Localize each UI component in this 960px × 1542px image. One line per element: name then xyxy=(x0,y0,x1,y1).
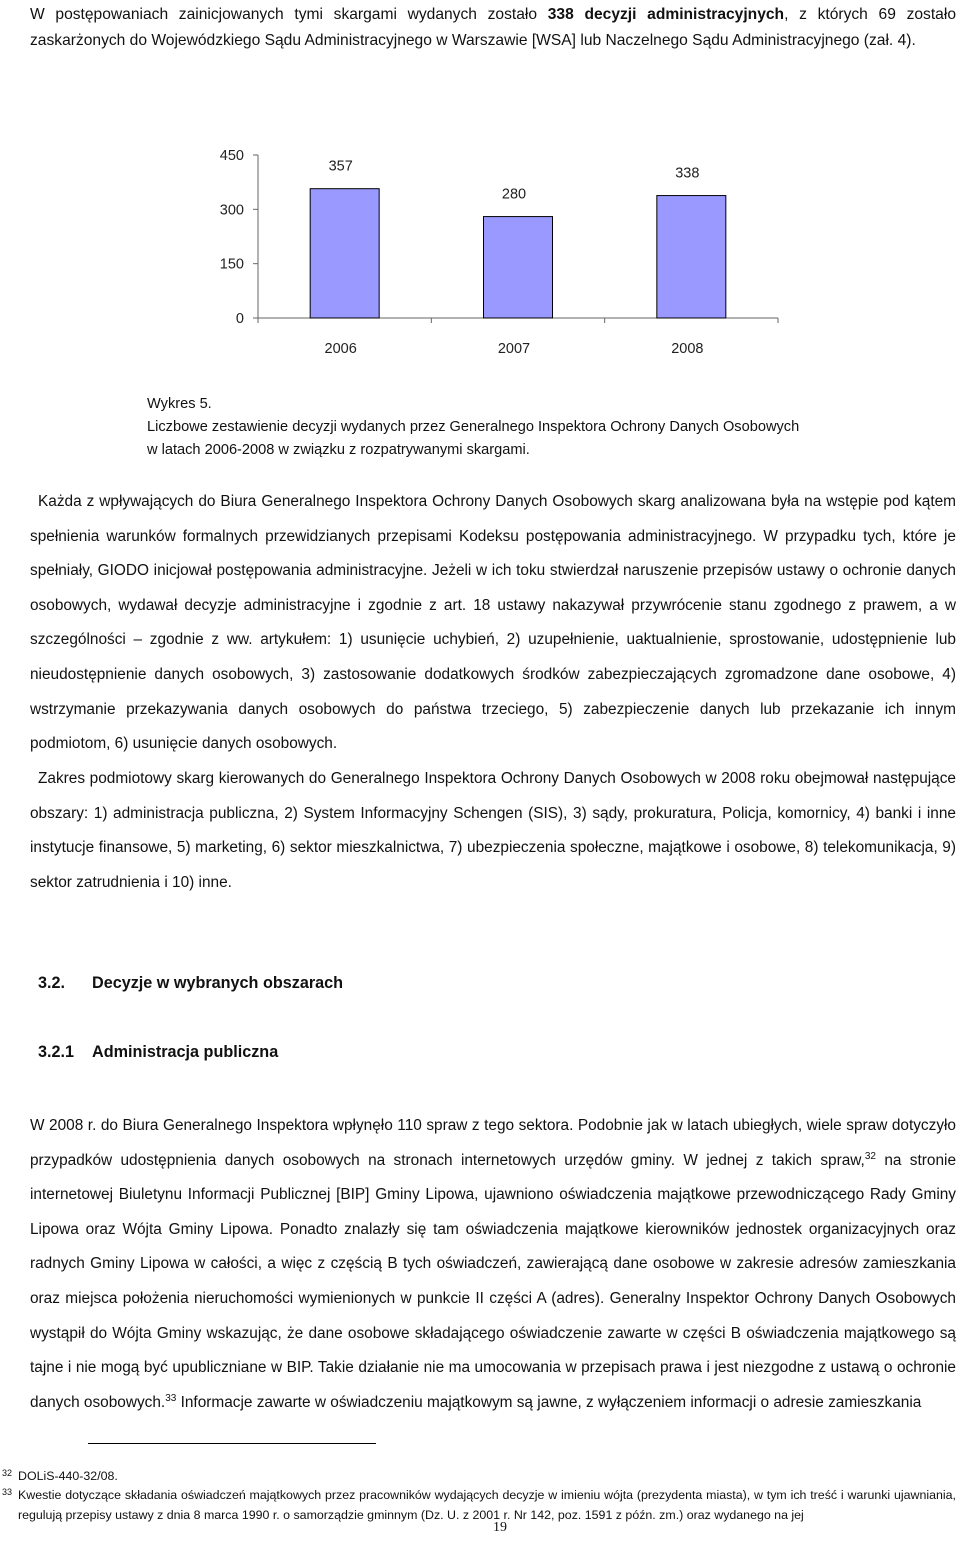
page-number: 19 xyxy=(493,1520,507,1535)
footnote-33 xyxy=(0,1485,956,1525)
footnote-mark: 32 xyxy=(2,1468,13,1478)
heading-text: Administracja publiczna xyxy=(92,1043,279,1061)
caption-text-line-1: Liczbowe zestawienie decyzji wydanych przez Generalnego Inspektora Ochrony Danych Osobowych xyxy=(147,419,800,435)
data-label-2008: 338 xyxy=(675,165,700,182)
footnote-mark: 33 xyxy=(2,1487,13,1497)
chart-caption xyxy=(147,393,799,462)
footnote-ref-33[interactable]: 33 xyxy=(165,1392,177,1404)
y-tick-label: 0 xyxy=(235,311,244,327)
y-tick-label: 300 xyxy=(219,202,244,219)
intro-text-start: W postępowaniach zainicjowanych tymi skargami wydanych zostało xyxy=(30,6,548,23)
footnote-ref-32[interactable]: 32 xyxy=(864,1150,876,1162)
x-tick-label-2008: 2008 xyxy=(671,341,704,357)
x-tick-label-2006: 2006 xyxy=(324,341,357,357)
footnote-text: Kwestie dotyczące składania oświadczeń majątkowych przez pracowników wydających decyzje w imieniu wójta (prezydenta miasta), w tym ich treść i warunki ujawniania, regulują przepisy ustawy z dnia 8 marca 1990 r. o samorządzie gminnym (Dz. U. z 2001 r. Nr 142, poz. 1591 z późn. zm.) oraz wydanego na jej xyxy=(18,1488,956,1522)
section-heading-3-2 xyxy=(38,974,343,993)
chart-labels xyxy=(220,148,704,357)
paragraph-complaint-scope xyxy=(30,762,956,900)
caption-text-line-2: w latach 2006-2008 w związku z rozpatrywanymi skargami. xyxy=(147,442,530,458)
chart-bars xyxy=(310,186,726,318)
data-label-2007: 280 xyxy=(501,186,527,203)
y-tick-label: 150 xyxy=(219,256,244,273)
paragraph-text-part-3: Informacje zawarte w oświadczeniu majątkowym są jawne, z wyłączeniem informacji o adresie zamieszkania xyxy=(176,1393,922,1411)
data-label-2006: 357 xyxy=(328,158,353,175)
paragraph-text: Zakres podmiotowy skarg kierowanych do Generalnego Inspektora Ochrony Danych Osobowych w 2008 roku obejmował następujące obszary: 1) administracja publiczna, 2) System Informacyjny Schengen (SIS), 3) sądy, prokuratura, Policja, komornicy, 4) banki i inne instytucje finansowe, 5) marketing, 6) sektor mieszkalnictwa, 7) ubezpieczenia społeczne, majątkowe i osobowe, 8) telekomunikacja, 9) sektor zatrudnienia i 10) inne. xyxy=(30,770,956,891)
bar-2008 xyxy=(657,196,726,318)
paragraph-public-administration xyxy=(30,1109,956,1420)
intro-text-end: , z których 69 zostało zaskarżonych do Wojewódzkiego Sądu Administracyjnego w Warszawie [WSA] lub Naczelnego Sądu Administracyjnego (zał. 4). xyxy=(30,6,956,49)
heading-text: Decyzje w wybranych obszarach xyxy=(92,974,344,992)
paragraph-text-part-1: W 2008 r. do Biura Generalnego Inspektora wpłynęło 110 spraw z tego sektora. Podobnie jak w latach ubiegłych, wiele spraw dotyczyło przypadków udostępnienia danych osobowych na stronach internetowych urzędów gminy. W jednej z takich spraw, xyxy=(30,1117,956,1169)
paragraph-text-part-2: na stronie internetowej Biuletynu Informacji Publicznej [BIP] Gminy Lipowa, ujawniono oświadczenia majątkowe przewodniczącego Rady Gminy Lipowa oraz Wójta Gminy Lipowa. Ponadto znalazły się tam oświadczenia majątkowe kierowników jednostek organizacyjnych oraz radnych Gminy Lipowa w całości, a więc z częścią B tych oświadczeń, zawierającą dane osobowe w zakresie adresów zamieszkania oraz miejsca położenia nieruchomości wymienionych w punkcie II części A (adres). Generalny Inspektor Ochrony Danych Osobowych wystąpił do Wójta Gminy wskazując, że dane osobowe składającego oświadczenie zawarte w części B oświadczenia majątkowego są tajne i nie mogą być upubliczniane w BIP. Takie działanie nie ma umocowania w przepisach prawa i jest niezgodne z ustawą o ochronie danych osobowych. xyxy=(30,1151,956,1411)
heading-number: 3.2. xyxy=(38,974,66,992)
y-tick-label: 450 xyxy=(219,148,244,164)
section-heading-3-2-1 xyxy=(38,1043,278,1062)
caption-label: Wykres 5. xyxy=(147,396,212,412)
intro-paragraph xyxy=(30,2,956,54)
intro-bold-text: 338 decyzji administracyjnych xyxy=(547,6,785,23)
bar-2007 xyxy=(484,217,553,318)
x-tick-label-2007: 2007 xyxy=(497,341,531,357)
bar-2006 xyxy=(310,189,379,318)
footnote-separator xyxy=(88,1443,376,1444)
footnote-text: DOLiS-440-32/08. xyxy=(18,1469,118,1483)
paragraph-text: Każda z wpływających do Biura Generalnego Inspektora Ochrony Danych Osobowych skarg analizowana była na wstępie pod kątem spełnienia warunków formalnych przewidzianych przepisami Kodeksu postępowania administracyjnego. W przypadku tych, które je spełniały, GIODO inicjował postępowania administracyjne. Jeżeli w ich toku stwierdzał naruszenie przepisów ustawy o ochronie danych osobowych, wydawał decyzje administracyjne i zgodnie z art. 18 ustawy nakazywał przywrócenie stanu zgodnego z prawem, a w szczególności – zgodnie z ww. artykułem: 1) usunięcie uchybień, 2) uzupełnienie, uaktualnienie, sprostowanie, udostępnienie lub nieudostępnienie danych osobowych, 3) zastosowanie dodatkowych środków zabezpieczających zgromadzone dane osobowe, 4) wstrzymanie przekazywania danych osobowych do państwa trzeciego, 5) zabezpieczenie danych lub przekazanie ich innym podmiotom, 6) usunięcie danych osobowych. xyxy=(30,493,956,753)
paragraph-complaints-procedure xyxy=(30,485,956,762)
heading-number: 3.2.1 xyxy=(38,1043,75,1061)
